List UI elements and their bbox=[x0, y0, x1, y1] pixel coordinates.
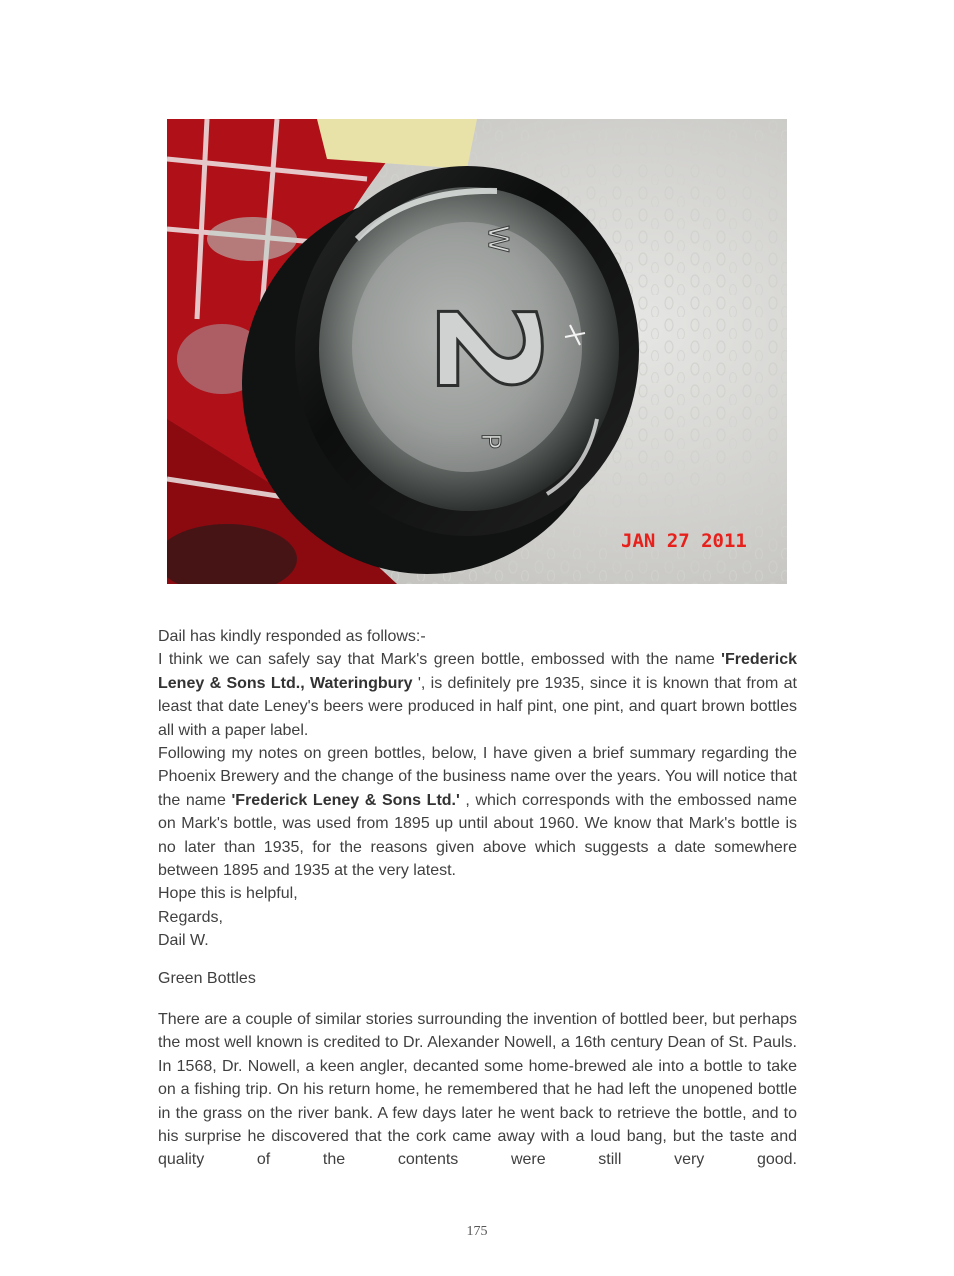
green-bottles-paragraph: There are a couple of similar stories surrounding the invention of bottled beer, but perhaps the most well known is credited to Dr. Alexander Nowell, a 16th century Dean of St. Pauls. In 1568, Dr. Nowell, a keen angler, decanted some home-brewed ale into a bottle to take on a fishing trip. On his return home, he remembered that he had left the unopened bottle in the grass on the river bank. A few days later he went back to retrieve the bottle, and to his surprise he discovered that the cork came away with a loud bang, but the taste and quality of the contents were still very good. bbox=[158, 1011, 797, 1169]
p1-bold-name: 'Frederick Leney & Sons Ltd., Wateringbury bbox=[158, 651, 797, 692]
p2-text-b: , which corresponds with the embossed name on Mark's bottle, was used from 1895 up until about 1960. We know that Mark's bottle is no later than 1935, for the reasons given above which suggests a date somewhere between 1895 and 1935 at the very latest. bbox=[158, 791, 798, 880]
embossed-w: W bbox=[482, 225, 515, 253]
intro-line: Dail has kindly responded as follows:- bbox=[158, 628, 426, 645]
date-stamp: JAN 27 2011 bbox=[621, 530, 747, 552]
embossed-numeral: 2 bbox=[404, 300, 568, 398]
page-number: 175 bbox=[466, 1224, 488, 1239]
closing-line-1: Hope this is helpful, bbox=[158, 885, 298, 903]
closing-line-2: Regards, bbox=[158, 908, 223, 926]
p1-text-b: ', is definitely pre 1935, since it is known that from at least that date Leney's beers were produced in half pint, one pint, and quart brown bottles all with a paper label. bbox=[158, 674, 797, 739]
closing-signature: Dail W. bbox=[158, 932, 209, 950]
response-block bbox=[158, 625, 797, 953]
p2-text-a: Following my notes on green bottles, below, I have given a brief summary regarding the Phoenix Brewery and the change of the business name over the years. You will notice that the name bbox=[158, 745, 797, 809]
p1-text-a: I think we can safely say that Mark's green bottle, embossed with the name bbox=[158, 651, 722, 669]
embossed-p: P bbox=[475, 433, 505, 449]
p2-bold-name: 'Frederick Leney & Sons Ltd.' bbox=[231, 791, 460, 809]
section-heading: Green Bottles bbox=[158, 970, 256, 987]
paragraph-2 bbox=[158, 742, 797, 882]
bottle-base-photo bbox=[167, 119, 787, 584]
paragraph-1 bbox=[158, 648, 797, 742]
